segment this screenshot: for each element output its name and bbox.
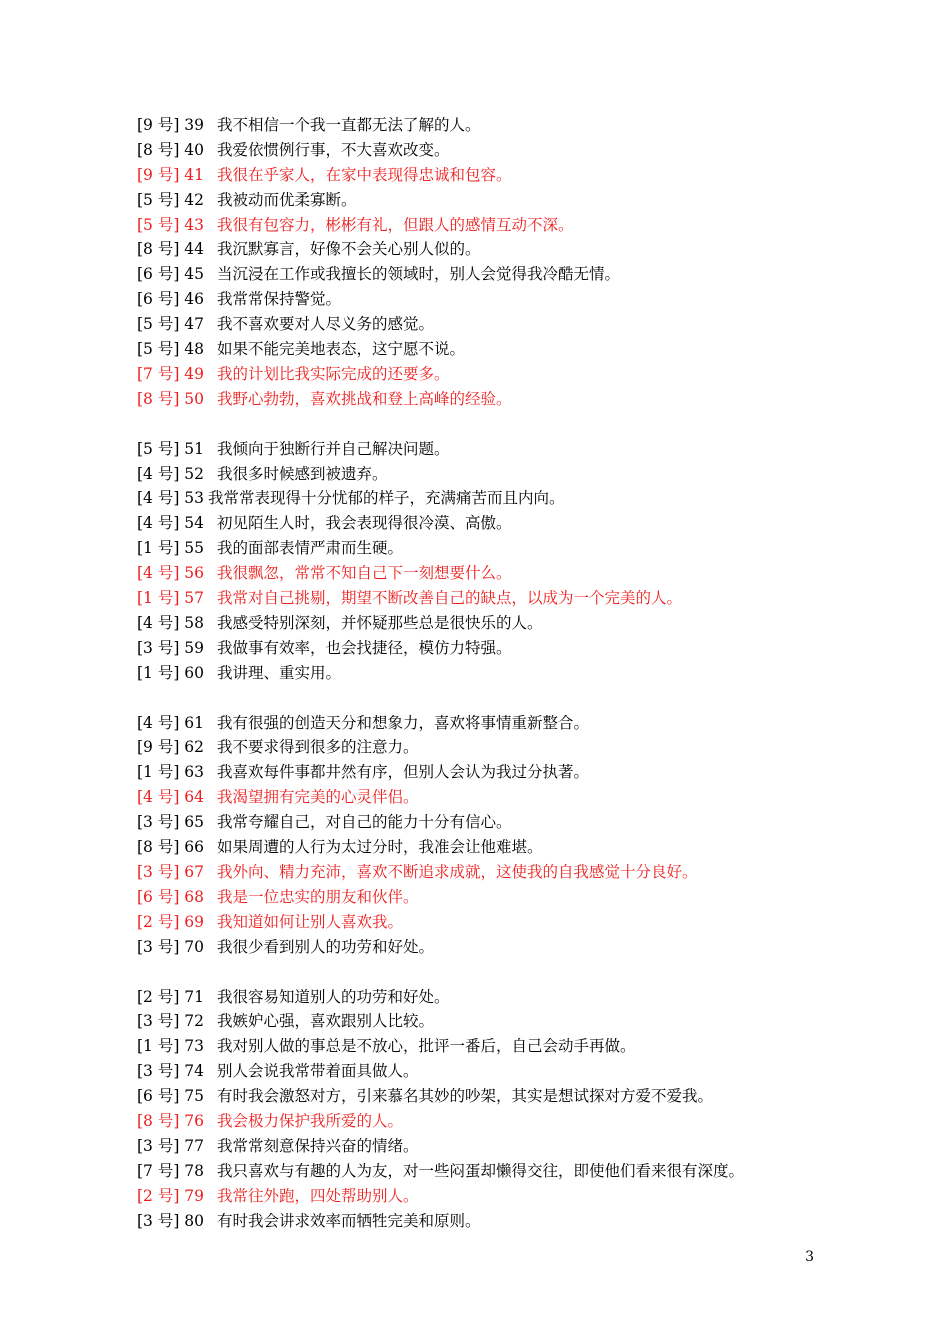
question-text: 我很飘忽，常常不知自己下一刻想要什么。 bbox=[217, 564, 512, 583]
question-text: 如果周遭的人行为太过分时，我准会让他难堪。 bbox=[217, 838, 543, 857]
question-item bbox=[137, 511, 917, 536]
question-tag: [6 号] 46 bbox=[137, 290, 205, 309]
question-tag: [6 号] 68 bbox=[137, 887, 205, 906]
question-text: 我常常刻意保持兴奋的情绪。 bbox=[217, 1136, 419, 1155]
question-item bbox=[137, 1034, 917, 1059]
question-text: 如果不能完美地表态，这宁愿不说。 bbox=[217, 340, 466, 359]
question-tag: [6 号] 75 bbox=[137, 1087, 205, 1106]
question-item bbox=[137, 362, 917, 387]
question-tag: [1 号] 55 bbox=[137, 539, 205, 558]
question-item bbox=[137, 1109, 917, 1134]
question-text: 我不喜欢要对人尽义务的感觉。 bbox=[217, 315, 435, 334]
question-item bbox=[137, 312, 917, 337]
question-text: 初见陌生人时，我会表现得很冷漠、高傲。 bbox=[217, 514, 512, 533]
question-tag: [1 号] 57 bbox=[137, 589, 205, 608]
question-item bbox=[137, 760, 917, 785]
question-tag: [5 号] 43 bbox=[137, 215, 205, 234]
question-item bbox=[137, 1084, 917, 1109]
question-tag: [8 号] 50 bbox=[137, 389, 205, 408]
question-text: 我的计划比我实际完成的还要多。 bbox=[217, 364, 450, 383]
question-text: 我常对自己挑剔，期望不断改善自己的缺点，以成为一个完美的人。 bbox=[217, 589, 683, 608]
question-tag: [8 号] 66 bbox=[137, 838, 205, 857]
question-item bbox=[137, 437, 917, 462]
question-tag: [5 号] 48 bbox=[137, 340, 205, 359]
question-text: 我会极力保护我所爱的人。 bbox=[217, 1111, 404, 1130]
question-tag: [2 号] 79 bbox=[137, 1186, 205, 1205]
question-text: 我常常保持警觉。 bbox=[217, 290, 342, 309]
question-tag: [4 号] 52 bbox=[137, 464, 205, 483]
question-item bbox=[137, 636, 917, 661]
question-item bbox=[137, 113, 917, 138]
question-text: 我的面部表情严肃而生硬。 bbox=[217, 539, 404, 558]
question-tag: [3 号] 59 bbox=[137, 638, 205, 657]
question-tag: [4 号] 61 bbox=[137, 713, 205, 732]
question-tag: [3 号] 67 bbox=[137, 862, 205, 881]
question-item bbox=[137, 711, 917, 736]
question-tag: [7 号] 78 bbox=[137, 1161, 205, 1180]
question-text: 我只喜欢与有趣的人为友，对一些闷蛋却懒得交往，即使他们看来很有深度。 bbox=[217, 1161, 745, 1180]
question-tag: [3 号] 70 bbox=[137, 937, 205, 956]
question-text: 我很少看到别人的功劳和好处。 bbox=[217, 937, 435, 956]
question-item bbox=[137, 1059, 917, 1084]
question-group bbox=[137, 711, 917, 960]
question-text: 我常常表现得十分忧郁的样子，充满痛苦而且内向。 bbox=[208, 489, 565, 508]
question-text: 我喜欢每件事都井然有序，但别人会认为我过分执著。 bbox=[217, 763, 590, 782]
question-tag: [1 号] 60 bbox=[137, 663, 205, 682]
question-item bbox=[137, 237, 917, 262]
question-tag: [4 号] 58 bbox=[137, 613, 205, 632]
question-tag: [4 号] 64 bbox=[137, 788, 205, 807]
question-text: 我嫉妒心强，喜欢跟别人比较。 bbox=[217, 1012, 435, 1031]
question-tag: [8 号] 40 bbox=[137, 140, 205, 159]
question-item bbox=[137, 163, 917, 188]
question-tag: [1 号] 73 bbox=[137, 1037, 205, 1056]
question-tag: [8 号] 76 bbox=[137, 1111, 205, 1130]
question-item bbox=[137, 287, 917, 312]
question-text: 我不要求得到很多的注意力。 bbox=[217, 738, 419, 757]
question-item bbox=[137, 835, 917, 860]
question-item bbox=[137, 262, 917, 287]
question-group bbox=[137, 113, 917, 412]
question-tag: [5 号] 47 bbox=[137, 315, 205, 334]
question-item bbox=[137, 810, 917, 835]
question-tag: [5 号] 51 bbox=[137, 439, 205, 458]
question-item bbox=[137, 1009, 917, 1034]
question-item bbox=[137, 611, 917, 636]
question-text: 我不相信一个我一直都无法了解的人。 bbox=[217, 116, 481, 134]
question-item bbox=[137, 536, 917, 561]
question-tag: [3 号] 77 bbox=[137, 1136, 205, 1155]
question-tag: [4 号] 54 bbox=[137, 514, 205, 533]
question-item bbox=[137, 1134, 917, 1159]
question-item bbox=[137, 586, 917, 611]
question-tag: [5 号] 42 bbox=[137, 190, 205, 209]
question-item bbox=[137, 735, 917, 760]
question-text: 我很有包容力，彬彬有礼，但跟人的感情互动不深。 bbox=[217, 215, 574, 234]
question-text: 我很容易知道别人的功劳和好处。 bbox=[217, 987, 450, 1006]
question-text: 我外向、精力充沛，喜欢不断追求成就，这使我的自我感觉十分良好。 bbox=[217, 862, 698, 881]
question-tag: [1 号] 63 bbox=[137, 763, 205, 782]
question-text: 别人会说我常带着面具做人。 bbox=[217, 1062, 419, 1081]
question-group bbox=[137, 437, 917, 686]
question-item bbox=[137, 1209, 917, 1234]
question-text: 我常往外跑，四处帮助别人。 bbox=[217, 1186, 419, 1205]
question-text: 有时我会讲求效率而牺牲完美和原则。 bbox=[217, 1211, 481, 1230]
question-tag: [9 号] 62 bbox=[137, 738, 205, 757]
question-text: 我常夸耀自己，对自己的能力十分有信心。 bbox=[217, 813, 512, 832]
question-text: 我做事有效率，也会找捷径，模仿力特强。 bbox=[217, 638, 512, 657]
question-tag: [3 号] 74 bbox=[137, 1062, 205, 1081]
question-item bbox=[137, 910, 917, 935]
question-item bbox=[137, 213, 917, 238]
question-tag: [3 号] 72 bbox=[137, 1012, 205, 1031]
question-item bbox=[137, 860, 917, 885]
question-item bbox=[137, 935, 917, 960]
question-tag: [8 号] 44 bbox=[137, 240, 205, 259]
question-tag: [2 号] 69 bbox=[137, 912, 205, 931]
questionnaire-list bbox=[137, 113, 917, 1233]
question-text: 我沉默寡言，好像不会关心别人似的。 bbox=[217, 240, 481, 259]
question-tag: [4 号] 53 bbox=[137, 489, 205, 508]
question-item bbox=[137, 661, 917, 686]
question-tag: [3 号] 65 bbox=[137, 813, 205, 832]
page-number: 3 bbox=[805, 1249, 814, 1265]
question-tag: [3 号] 80 bbox=[137, 1211, 205, 1230]
question-item bbox=[137, 486, 917, 511]
question-item bbox=[137, 885, 917, 910]
question-item bbox=[137, 138, 917, 163]
question-tag: [6 号] 45 bbox=[137, 265, 205, 284]
question-text: 我渴望拥有完美的心灵伴侣。 bbox=[217, 788, 419, 807]
question-item bbox=[137, 561, 917, 586]
question-item bbox=[137, 1184, 917, 1209]
question-item bbox=[137, 985, 917, 1010]
question-item bbox=[137, 785, 917, 810]
question-text: 我被动而优柔寡断。 bbox=[217, 190, 357, 209]
question-text: 我爱依惯例行事，不大喜欢改变。 bbox=[217, 140, 450, 159]
question-text: 我很多时候感到被遗弃。 bbox=[217, 464, 388, 483]
question-text: 当沉浸在工作或我擅长的领域时，别人会觉得我冷酷无情。 bbox=[217, 265, 621, 284]
question-tag: [9 号] 41 bbox=[137, 165, 205, 184]
question-text: 我倾向于独断行并自己解决问题。 bbox=[217, 439, 450, 458]
question-text: 我知道如何让别人喜欢我。 bbox=[217, 912, 404, 931]
question-group bbox=[137, 985, 917, 1234]
question-item bbox=[137, 387, 917, 412]
question-text: 我很在乎家人，在家中表现得忠诚和包容。 bbox=[217, 165, 512, 184]
question-item bbox=[137, 1159, 917, 1184]
question-tag: [4 号] 56 bbox=[137, 564, 205, 583]
question-text: 有时我会激怒对方，引来慕名其妙的吵架，其实是想试探对方爱不爱我。 bbox=[217, 1087, 714, 1106]
question-text: 我野心勃勃，喜欢挑战和登上高峰的经验。 bbox=[217, 389, 512, 408]
question-text: 我讲理、重实用。 bbox=[217, 663, 342, 682]
question-tag: [7 号] 49 bbox=[137, 364, 205, 383]
question-text: 我是一位忠实的朋友和伙伴。 bbox=[217, 887, 419, 906]
question-text: 我对别人做的事总是不放心，批评一番后，自己会动手再做。 bbox=[217, 1037, 636, 1056]
question-item bbox=[137, 188, 917, 213]
question-text: 我感受特别深刻，并怀疑那些总是很快乐的人。 bbox=[217, 613, 543, 632]
question-text: 我有很强的创造天分和想象力，喜欢将事情重新整合。 bbox=[217, 713, 590, 732]
question-tag: [2 号] 71 bbox=[137, 987, 205, 1006]
question-item bbox=[137, 337, 917, 362]
question-item bbox=[137, 462, 917, 487]
question-tag: [9 号] 39 bbox=[137, 116, 205, 134]
